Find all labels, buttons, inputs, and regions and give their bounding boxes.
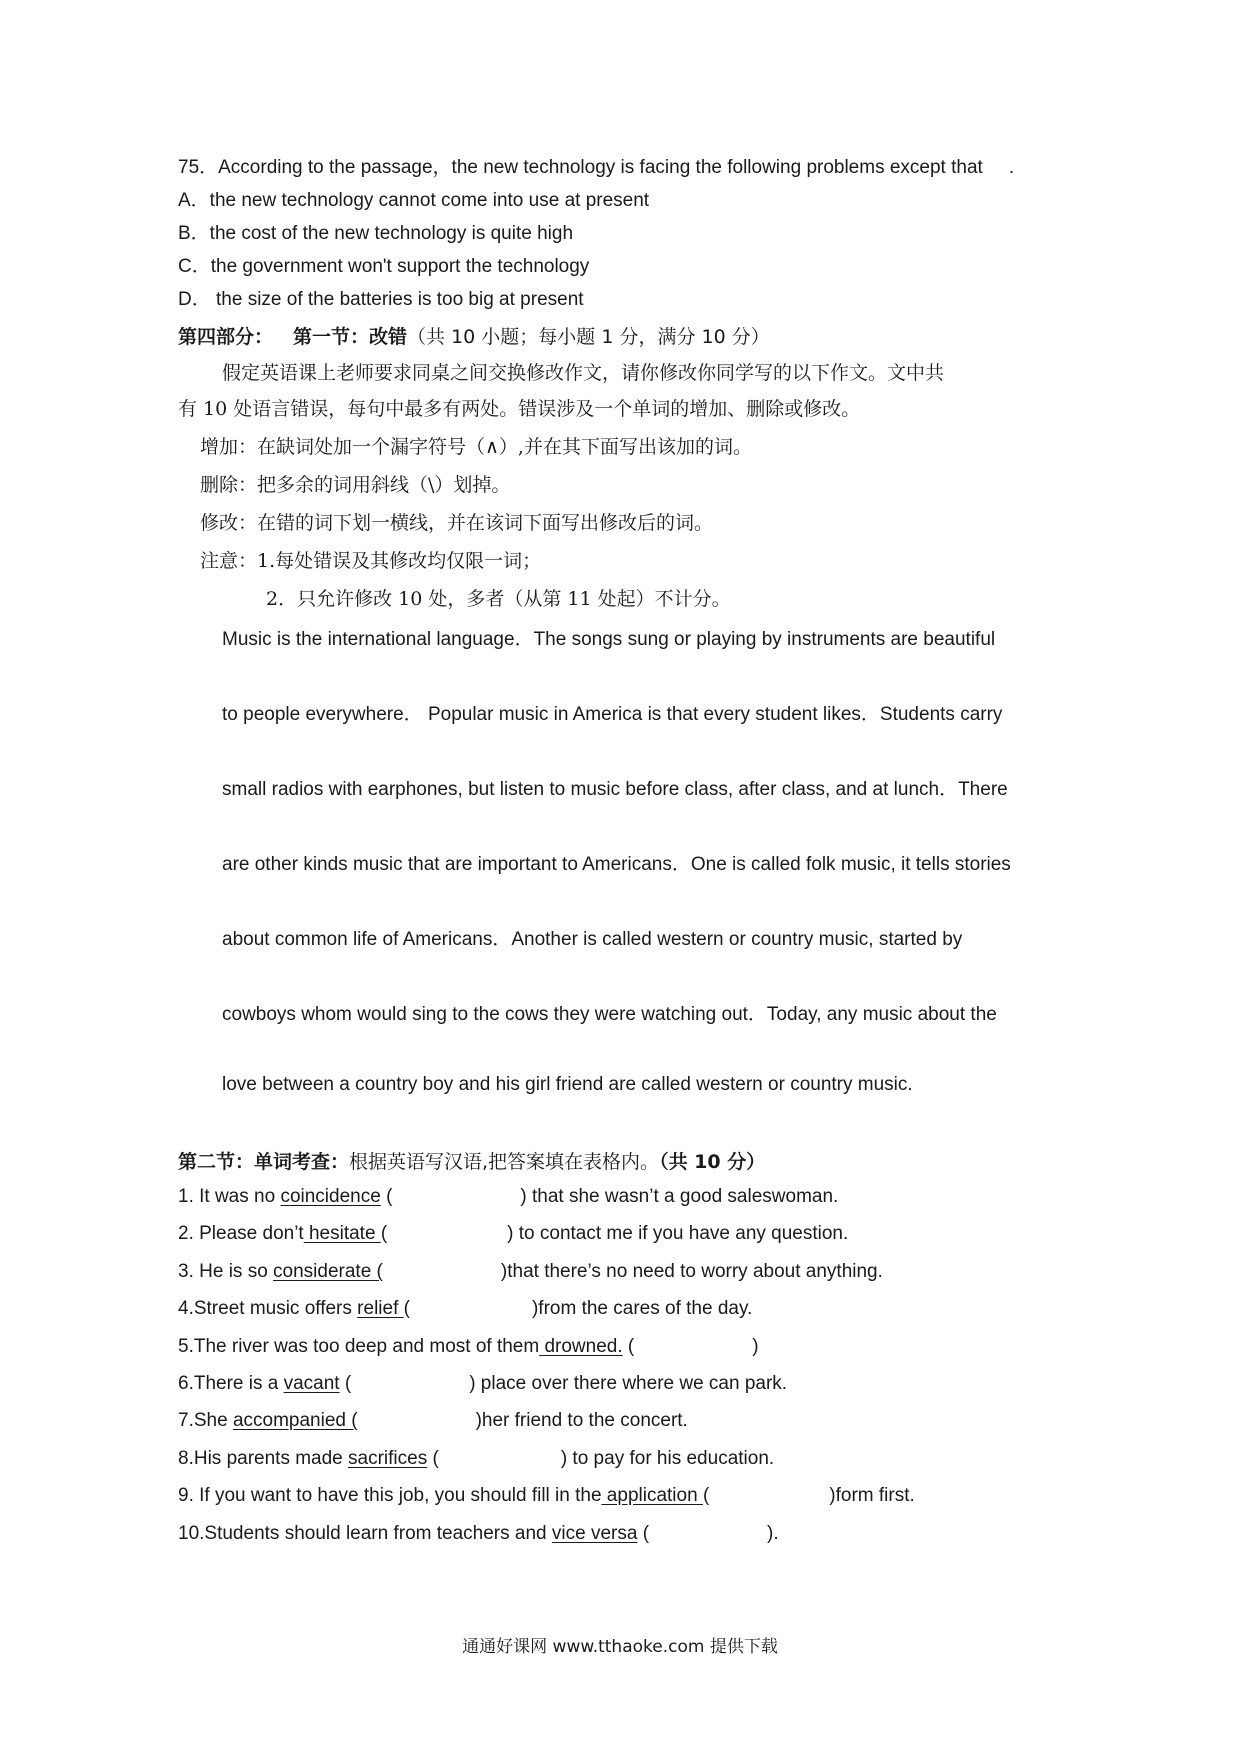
vocab-item-text: 2. Please don’t	[178, 1223, 304, 1244]
vocab-item-text: 10.Students should learn from teachers and	[178, 1523, 552, 1544]
vocab-item-5	[178, 1336, 759, 1358]
rule-add: 增加：在缺词处加一个漏字符号（∧）,并在其下面写出该加的词。	[200, 436, 752, 458]
section2-heading-score: （共 10 分）	[659, 1151, 766, 1173]
part4-heading-section: 第一节：改错	[293, 326, 408, 348]
q75-stem-end: .	[1008, 157, 1015, 178]
vocab-item-text: 4.Street music offers	[178, 1298, 358, 1319]
section2-heading-title: 第二节：单词考查：	[178, 1151, 350, 1173]
essay-line-2: to people everywhere． Popular music in America is that every student likes．Students carry	[222, 704, 1003, 725]
q75-option-c: C．the government won't support the technology	[178, 256, 590, 277]
vocab-item-6	[178, 1373, 787, 1395]
vocab-item-word: relief	[357, 1298, 404, 1319]
vocab-item-word: hesitate	[303, 1223, 381, 1244]
vocab-item-paren-open: (	[380, 1223, 388, 1244]
vocab-item-text: 3. He is so	[178, 1261, 274, 1282]
vocab-item-text-end: ) that she wasn’t a good saleswoman.	[520, 1186, 839, 1207]
vocab-item-text-end: )from the cares of the day.	[531, 1298, 753, 1319]
section2-heading	[178, 1147, 765, 1174]
part4-heading-score: （共 10 小题；每小题 1 分，满分 10 分）	[407, 326, 770, 348]
vocab-item-text: 9. If you want to have this job, you should fill in the	[178, 1485, 602, 1506]
q75-option-b: B．the cost of the new technology is quite high	[178, 223, 574, 244]
q75-option-a: A．the new technology cannot come into use at present	[178, 190, 650, 211]
vocab-item-4	[178, 1298, 752, 1320]
vocab-item-text-end: )form first.	[829, 1485, 915, 1506]
vocab-item-word: vice versa	[551, 1523, 638, 1544]
part4-heading	[178, 322, 770, 349]
vocab-item-9	[178, 1485, 915, 1507]
footer-credit: 通通好课网 www.tthaoke.com 提供下载	[462, 1637, 778, 1657]
vocab-item-paren-open: (	[702, 1485, 710, 1506]
vocab-item-1	[178, 1186, 838, 1208]
rule-delete: 删除：把多余的词用斜线（\）划掉。	[200, 474, 511, 496]
note-2: 2．只允许修改 10 处，多者（从第 11 处起）不计分。	[266, 588, 731, 610]
vocab-item-text: 1. It was no	[178, 1186, 281, 1207]
vocab-item-word: considerate (	[273, 1261, 383, 1282]
essay-line-1: Music is the international language．The songs sung or playing by instruments are beautiful	[222, 629, 996, 650]
section2-heading-instruction: 根据英语写汉语,把答案填在表格内。	[349, 1151, 660, 1173]
vocab-item-paren-open: (	[637, 1523, 650, 1544]
vocab-item-text-end: )	[752, 1336, 759, 1357]
part4-intro-line-2: 有 10 处语言错误，每句中最多有两处。错误涉及一个单词的增加、删除或修改。	[178, 398, 861, 420]
vocab-item-paren-open: (	[622, 1336, 635, 1357]
vocab-item-text: 6.There is a	[178, 1373, 284, 1394]
q75-option-d: D． the size of the batteries is too big at present	[178, 289, 584, 310]
vocab-item-paren-open: (	[380, 1186, 393, 1207]
essay-line-5: about common life of Americans．Another is called western or country music, started by	[222, 929, 963, 950]
vocab-item-text: 5.The river was too deep and most of them	[178, 1336, 540, 1357]
q75-stem	[178, 152, 1014, 179]
vocab-item-text: 7.She	[178, 1410, 233, 1431]
vocab-item-text-end: ) to pay for his education.	[560, 1448, 775, 1469]
vocab-item-paren-open: (	[427, 1448, 439, 1469]
essay-line-7: love between a country boy and his girl friend are called western or country music.	[222, 1074, 913, 1095]
vocab-item-3	[178, 1261, 883, 1283]
vocab-item-word: accompanied (	[232, 1410, 358, 1431]
q75-stem-text: 75．According to the passage，the new technology is facing the following problems except that	[178, 157, 983, 178]
vocab-item-text: 8.His parents made	[178, 1448, 349, 1469]
vocab-item-word: coincidence	[280, 1186, 381, 1207]
vocab-item-word: drowned.	[539, 1336, 623, 1357]
note-1: 注意：1.每处错误及其修改均仅限一词；	[200, 550, 542, 572]
vocab-item-word: application	[601, 1485, 703, 1506]
essay-line-6: cowboys whom would sing to the cows they were watching out．Today, any music about the	[222, 1004, 997, 1025]
vocab-item-word: vacant	[283, 1373, 340, 1394]
vocab-item-2	[178, 1223, 848, 1245]
vocab-item-word: sacrifices	[348, 1448, 428, 1469]
vocab-item-paren-open: (	[403, 1298, 410, 1319]
vocab-item-8	[178, 1448, 774, 1470]
vocab-item-text-end: )that there’s no need to worry about anything.	[500, 1261, 883, 1282]
vocab-item-text-end: )her friend to the concert.	[475, 1410, 688, 1431]
vocab-item-text-end: ).	[767, 1523, 779, 1544]
rule-modify: 修改：在错的词下划一横线，并在该词下面写出修改后的词。	[200, 512, 714, 534]
part4-intro-line-1: 假定英语课上老师要求同桌之间交换修改作文，请你修改你同学写的以下作文。文中共	[222, 362, 945, 384]
vocab-item-text-end: ) place over there where we can park.	[469, 1373, 788, 1394]
vocab-item-text-end: ) to contact me if you have any question.	[507, 1223, 849, 1244]
essay-line-4: are other kinds music that are important to Americans．One is called folk music, it tells stories	[222, 854, 1011, 875]
vocab-item-10	[178, 1523, 779, 1545]
vocab-item-7	[178, 1410, 688, 1432]
part4-heading-part: 第四部分：	[178, 326, 274, 348]
vocab-item-paren-open: (	[339, 1373, 352, 1394]
essay-line-3: small radios with earphones, but listen to music before class, after class, and at lunch．There	[222, 779, 1008, 800]
